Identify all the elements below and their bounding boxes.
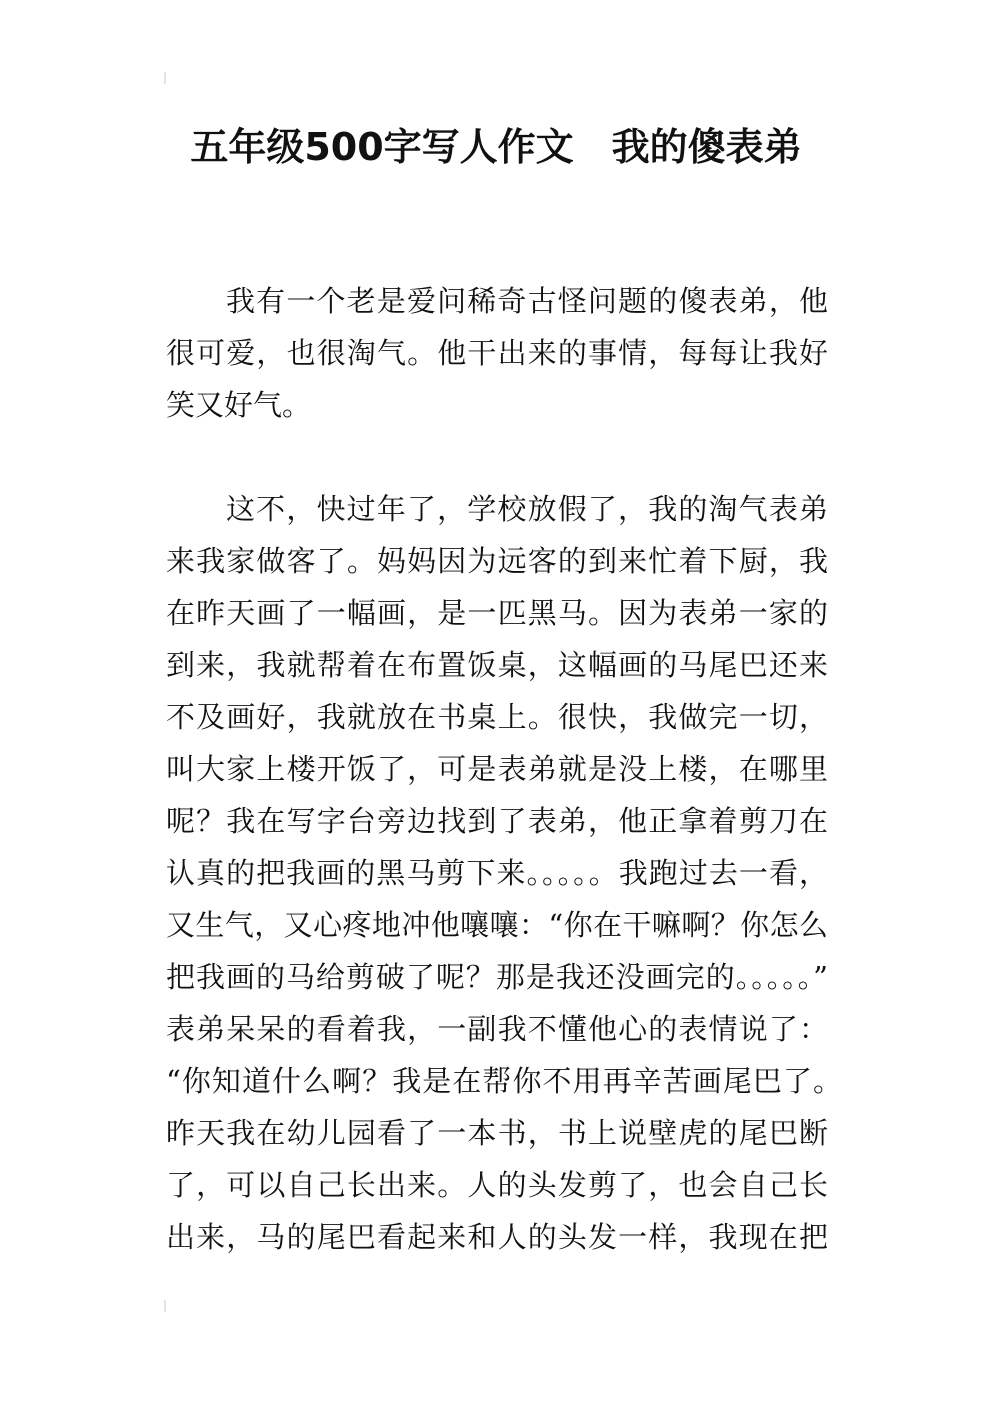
text-line: 在昨天画了一幅画，是一匹黑马。因为表弟一家的 bbox=[166, 596, 828, 630]
text-line: 把我画的马给剪破了呢？那是我还没画完的。。。。。” bbox=[166, 960, 828, 994]
text-line: “你知道什么啊？我是在帮你不用再辛苦画尾巴了。 bbox=[166, 1064, 842, 1098]
document-title: 五年级500字写人作文 我的傻表弟 bbox=[190, 125, 802, 169]
page-margin-mark bbox=[164, 72, 166, 84]
text-line: 笑又好气。 bbox=[166, 388, 312, 422]
text-line: 昨天我在幼儿园看了一本书，书上说壁虎的尾巴断 bbox=[166, 1116, 828, 1150]
text-line: 我有一个老是爱问稀奇古怪问题的傻表弟，他 bbox=[226, 284, 828, 318]
text-line: 认真的把我画的黑马剪下来。。。。。我跑过去一看， bbox=[166, 856, 828, 890]
text-line: 出来，马的尾巴看起来和人的头发一样，我现在把 bbox=[166, 1220, 828, 1254]
page-margin-mark bbox=[164, 1300, 166, 1312]
text-line: 不及画好，我就放在书桌上。很快，我做完一切， bbox=[166, 700, 828, 734]
text-line: 了，可以自己长出来。人的头发剪了，也会自己长 bbox=[166, 1168, 828, 1202]
text-line: 呢？我在写字台旁边找到了表弟，他正拿着剪刀在 bbox=[166, 804, 828, 838]
text-line: 到来，我就帮着在布置饭桌，这幅画的马尾巴还来 bbox=[166, 648, 828, 682]
text-line: 叫大家上楼开饭了，可是表弟就是没上楼，在哪里 bbox=[166, 752, 828, 786]
text-line: 很可爱，也很淘气。他干出来的事情，每每让我好 bbox=[166, 336, 828, 370]
text-line: 来我家做客了。妈妈因为远客的到来忙着下厨，我 bbox=[166, 544, 828, 578]
text-line: 又生气，又心疼地冲他嚷嚷：“你在干嘛啊？你怎么 bbox=[166, 908, 828, 942]
text-line: 表弟呆呆的看着我，一副我不懂他心的表情说了： bbox=[166, 1012, 828, 1046]
text-line: 这不，快过年了，学校放假了，我的淘气表弟 bbox=[226, 492, 828, 526]
